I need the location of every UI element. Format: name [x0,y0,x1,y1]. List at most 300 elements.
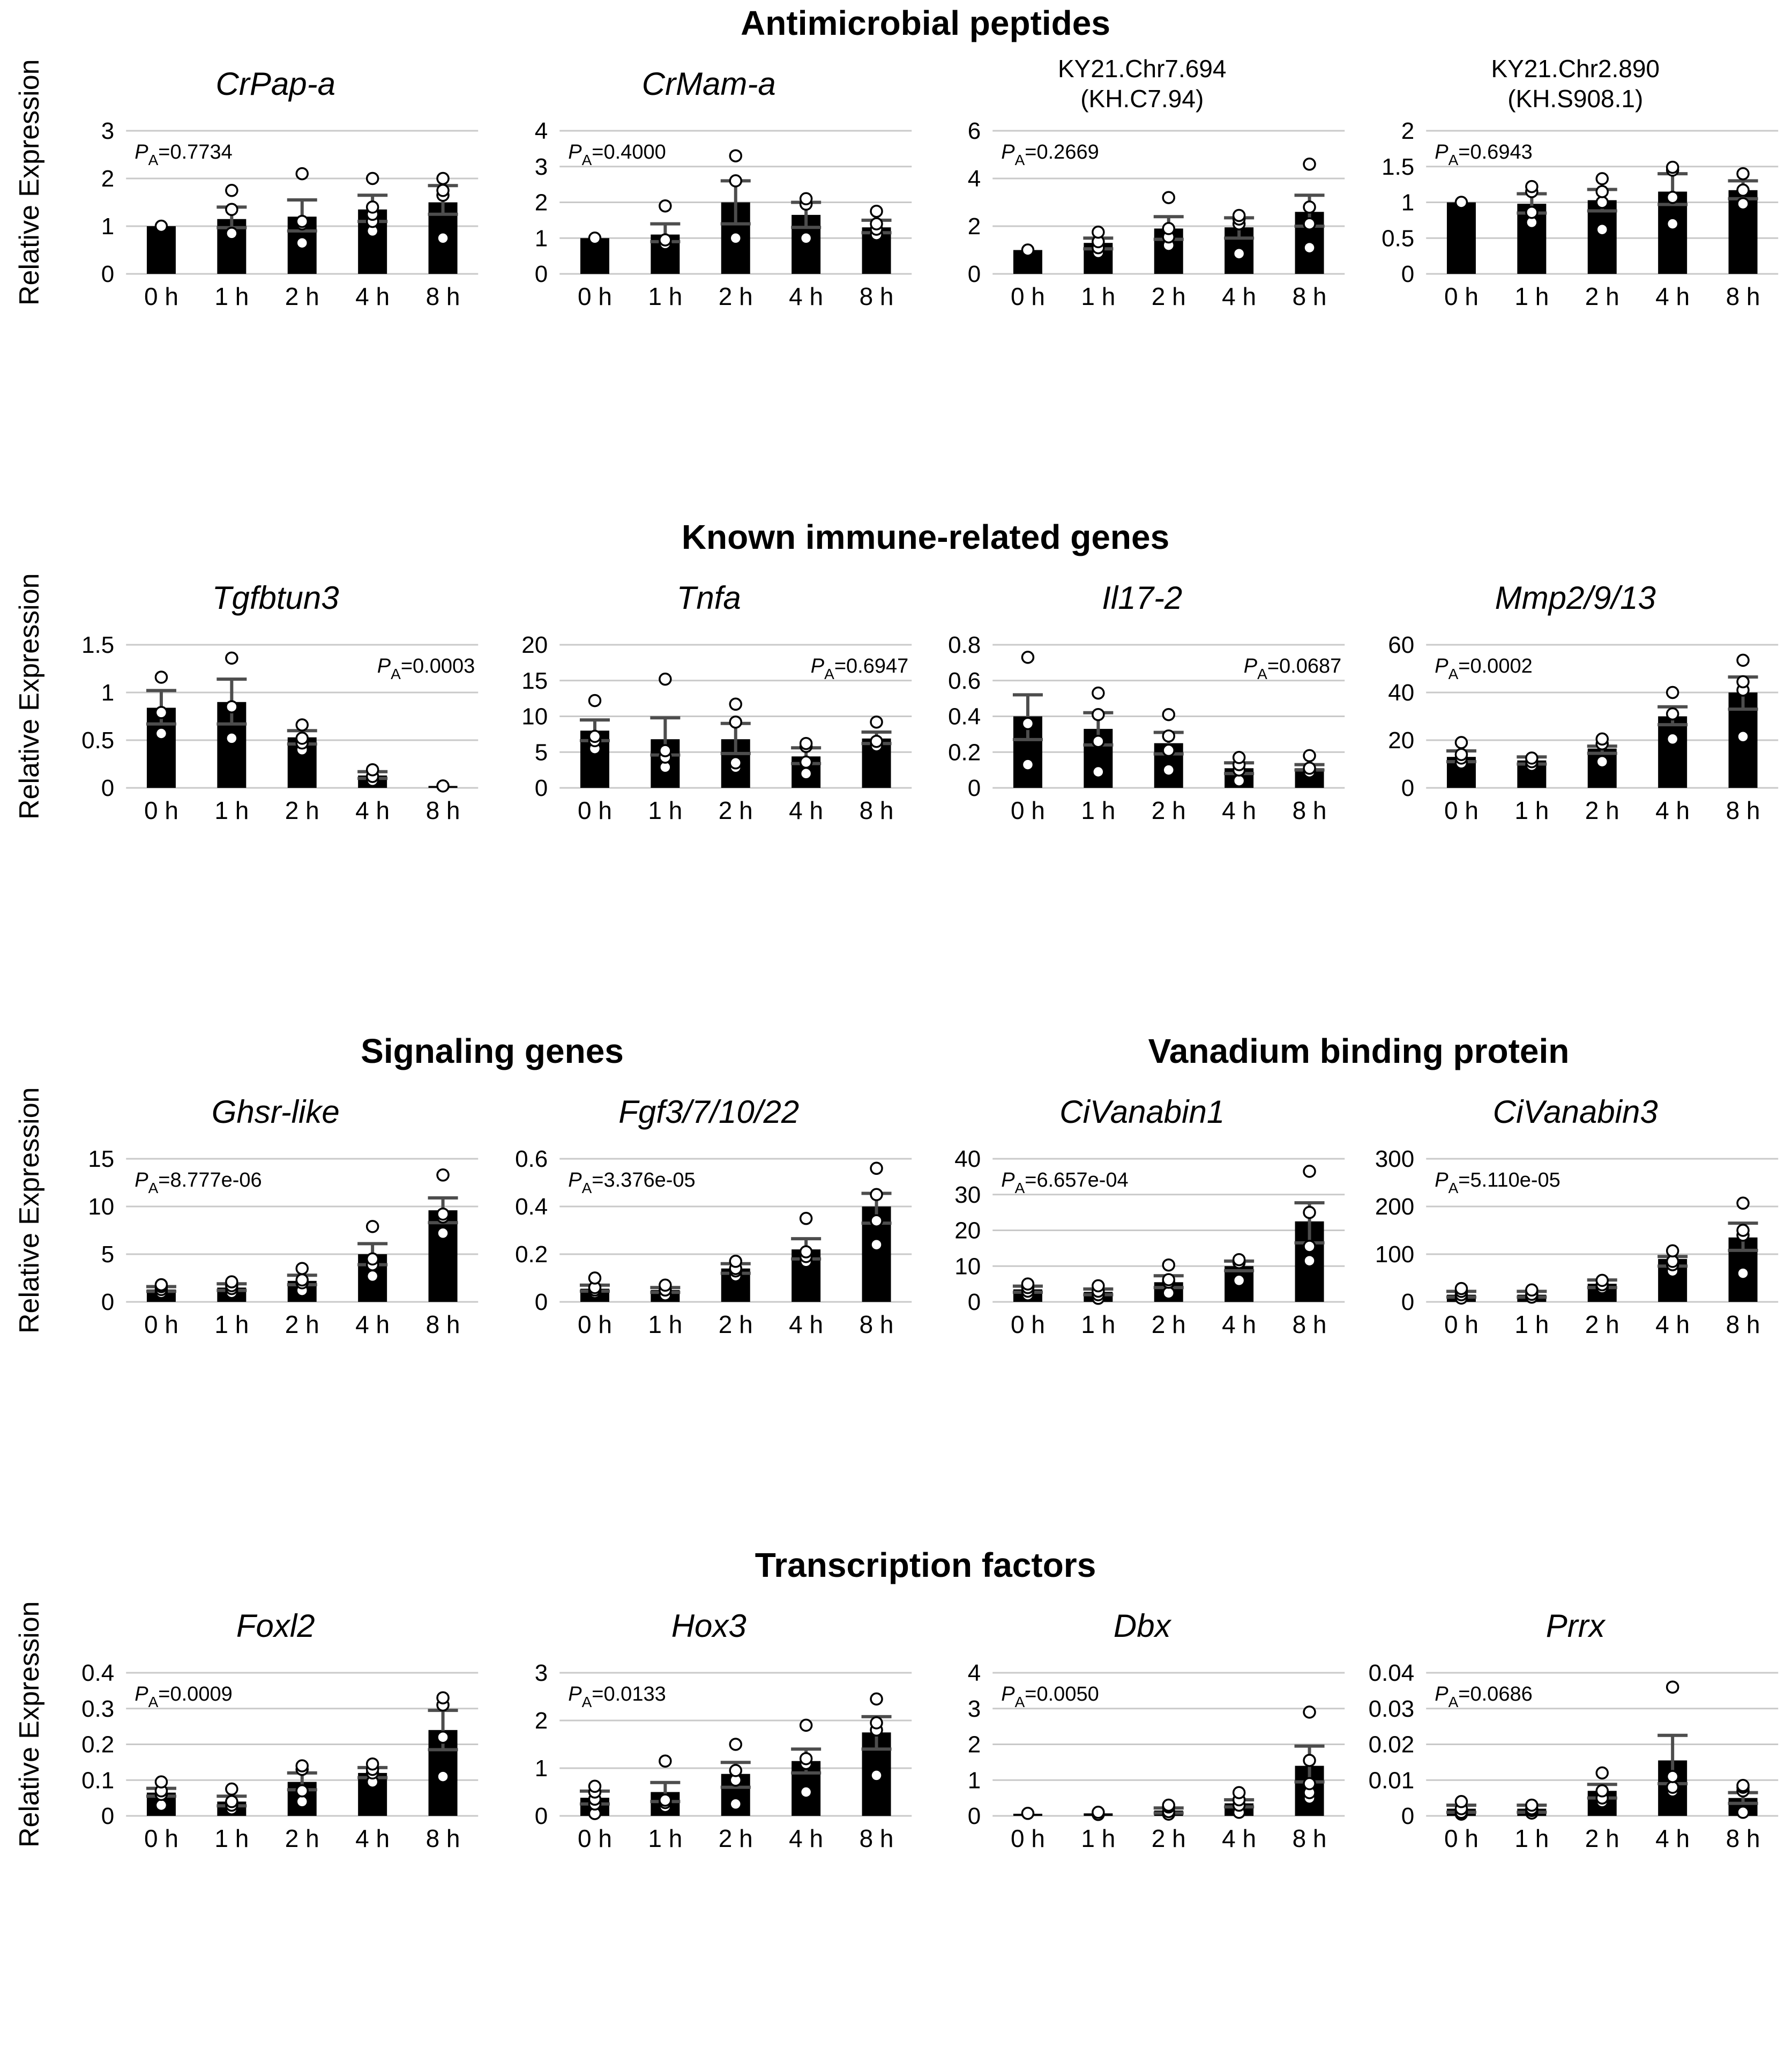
data-point [226,1783,237,1794]
y-tick-label: 0 [967,1289,981,1315]
figure-row [0,1028,1792,1542]
data-point [155,672,167,683]
data-point [437,1692,449,1703]
y-tick-label: 3 [967,1695,981,1722]
gene-name: CrMam-a [641,65,776,102]
data-point [155,221,167,232]
data-point [1455,1283,1467,1294]
y-tick-label: 2 [534,1708,548,1734]
x-tick-label: 4 h [788,282,823,310]
bar [1446,203,1475,274]
data-point [1022,652,1033,663]
chart-title [925,560,1359,635]
data-point [1304,202,1315,213]
plot-area [954,1149,1345,1338]
y-tick-label: 0.5 [1381,225,1414,252]
data-point [296,733,308,744]
chart-panel [925,46,1359,314]
data-point [1304,1207,1315,1218]
y-tick-label: 0 [1401,261,1414,287]
plot-area [88,1149,478,1338]
chart-canvas [492,1663,926,1856]
y-tick-label: 1 [534,225,548,252]
chart-canvas [925,1663,1359,1856]
chart-panel [1359,46,1792,314]
x-tick-label: 0 h [1444,796,1479,824]
y-axis-label-column [0,0,59,514]
gene-name: KY21.Chr2.890 [1491,55,1660,83]
chart-panel [59,46,492,314]
data-point [800,1213,811,1224]
x-tick-label: 1 h [647,796,682,824]
y-tick-label: 0.4 [514,1194,548,1220]
data-point [659,745,670,756]
x-tick-label: 0 h [1444,1310,1479,1338]
data-point [1304,1166,1315,1177]
data-point [1667,709,1678,720]
p-value-label: $P_A=0.0133$ [568,1683,666,1710]
x-tick-label: 1 h [1514,1824,1549,1852]
data-point [1596,224,1608,235]
x-tick-label: 2 h [718,282,753,310]
x-tick-label: 1 h [214,282,249,310]
data-point [659,1279,670,1291]
x-tick-label: 2 h [285,796,319,824]
section-title: Transcription factors [755,1546,1096,1584]
data-point [1022,718,1033,729]
y-tick-label: 1 [101,213,115,240]
plot-area [81,1663,478,1852]
x-tick-label: 2 h [1585,1824,1619,1852]
data-point [155,1279,167,1291]
x-tick-label: 4 h [1655,796,1690,824]
y-tick-label: 6 [967,121,981,144]
x-tick-label: 2 h [718,796,753,824]
data-point [871,206,882,217]
data-point [1304,1241,1315,1252]
section-title-bar [59,0,1792,46]
data-point [1163,223,1174,234]
y-tick-label: 0.03 [1368,1695,1414,1722]
y-tick-label: 0 [1401,775,1414,801]
y-axis-title: Relative Expression [14,59,45,306]
data-point [1093,766,1104,778]
x-tick-label: 4 h [788,1310,823,1338]
chart-panel [59,1588,492,1856]
data-point [437,173,449,184]
data-point [659,1755,670,1767]
y-tick-label: 10 [521,703,548,730]
plot-area [968,121,1345,310]
row-content [59,0,1792,514]
y-tick-label: 2 [101,166,115,192]
data-point [1022,759,1033,770]
data-point [226,1276,237,1287]
data-point [871,1239,882,1250]
chart-title [59,46,492,121]
x-tick-label: 4 h [355,282,390,310]
data-point [1093,1807,1104,1818]
data-point [437,185,449,196]
x-tick-label: 8 h [1292,1824,1327,1852]
chart-canvas [59,635,492,828]
data-point [1093,688,1104,699]
plot-area [101,121,478,310]
chart-title [925,1074,1359,1149]
data-point [1163,1260,1174,1271]
x-tick-label: 1 h [1081,796,1116,824]
gene-name: Il17-2 [1102,579,1183,616]
x-tick-label: 4 h [1222,1310,1257,1338]
y-tick-label: 0.3 [81,1695,115,1722]
data-point [1093,1280,1104,1292]
data-point [1455,1796,1467,1807]
x-tick-label: 4 h [355,796,390,824]
y-tick-label: 60 [1387,635,1414,658]
data-point [730,175,741,187]
x-tick-label: 8 h [1726,1310,1760,1338]
chart-title [59,1074,492,1149]
data-point [1163,192,1174,203]
data-point [1596,756,1608,768]
p-value-label: $P_A=8.777e-06$ [135,1169,262,1196]
x-tick-label: 8 h [859,1310,894,1338]
data-point [1667,192,1678,203]
y-tick-label: 30 [954,1181,981,1208]
y-tick-label: 0 [534,775,548,801]
data-point [730,1256,741,1267]
x-tick-label: 1 h [647,1310,682,1338]
data-point [589,233,600,244]
chart-title [492,46,926,121]
y-tick-label: 3 [534,1663,548,1686]
data-point [1737,654,1749,666]
x-tick-label: 8 h [859,282,894,310]
x-tick-label: 4 h [1222,1824,1257,1852]
x-tick-label: 4 h [788,1824,823,1852]
x-tick-label: 0 h [1010,1824,1045,1852]
data-point [367,1253,378,1264]
y-tick-label: 0.1 [81,1767,115,1794]
bar [147,226,176,274]
data-point [871,736,882,747]
data-point [730,717,741,728]
y-tick-label: 0.6 [948,667,981,694]
data-point [659,200,670,212]
data-point [367,764,378,776]
p-value-label: $P_A=0.4000$ [568,141,666,168]
data-point [155,1800,167,1811]
chart-title [1359,1588,1792,1663]
y-tick-label: 4 [967,166,981,192]
y-tick-label: 0 [101,261,115,287]
data-point [1455,197,1467,208]
x-tick-label: 2 h [1585,1310,1619,1338]
data-point [1234,210,1245,221]
plot-area [1375,1149,1778,1338]
data-point [730,757,741,769]
data-point [296,1796,308,1807]
data-point [1163,744,1174,756]
data-point [1234,1787,1245,1798]
data-point [800,193,811,204]
gene-name: Hox3 [671,1607,746,1644]
y-tick-label: 0.2 [81,1731,115,1758]
y-tick-label: 0.2 [514,1241,548,1268]
charts-row [59,1588,1792,1856]
chart-canvas [925,635,1359,828]
data-point [589,731,600,742]
x-tick-label: 0 h [1444,1824,1479,1852]
chart-title [59,560,492,635]
chart-title [492,560,926,635]
chart-panel [1359,1074,1792,1342]
data-point [1304,1707,1315,1718]
data-point [589,1781,600,1792]
data-point [1737,168,1749,180]
x-tick-label: 1 h [1514,796,1549,824]
data-point [296,1263,308,1274]
gene-name: CiVanabin3 [1492,1093,1658,1130]
data-point [1304,159,1315,170]
chart-panel [59,1074,492,1342]
data-point [226,185,237,196]
data-point [1526,207,1537,218]
y-tick-label: 300 [1375,1149,1414,1172]
chart-canvas [59,1149,492,1342]
figure-row [0,1542,1792,2056]
y-tick-label: 3 [534,153,548,180]
chart-panel [492,46,926,314]
data-point [871,1770,882,1781]
x-tick-label: 0 h [577,796,612,824]
data-point [226,701,237,712]
p-value-label: $P_A=0.0686$ [1434,1683,1533,1710]
data-point [1304,750,1315,761]
data-point [800,1246,811,1257]
x-tick-label: 0 h [144,796,178,824]
p-value-label: $P_A=0.7734$ [135,141,233,168]
p-value-label: $P_A=6.657e-04$ [1001,1169,1129,1196]
data-point [155,1776,167,1787]
chart-canvas [1359,1149,1792,1342]
row-content [59,514,1792,1028]
chart-canvas [925,121,1359,314]
x-tick-label: 8 h [1726,282,1760,310]
data-point [871,717,882,728]
data-point [1667,687,1678,698]
gene-name: CrPap-a [215,65,335,102]
data-point [1667,1681,1678,1693]
data-point [1234,775,1245,786]
y-tick-label: 3 [101,121,115,144]
section-title-bar [59,1542,1792,1588]
chart-canvas [1359,635,1792,828]
y-tick-label: 5 [101,1241,115,1268]
data-point [296,719,308,731]
data-point [1093,736,1104,747]
figure-row [0,514,1792,1028]
y-tick-label: 1.5 [1381,153,1414,180]
x-tick-label: 2 h [285,1824,319,1852]
x-tick-label: 1 h [214,1310,249,1338]
y-tick-label: 0.4 [948,703,981,730]
data-point [1163,1274,1174,1285]
data-point [296,1275,308,1286]
data-point [659,1794,670,1806]
y-tick-label: 0.01 [1368,1767,1414,1794]
x-tick-label: 8 h [1726,1824,1760,1852]
chart-canvas [492,121,926,314]
chart-panel [925,560,1359,828]
data-point [730,1739,741,1750]
chart-panel [492,1074,926,1342]
data-point [1526,181,1537,192]
data-point [1737,1268,1749,1279]
x-tick-label: 8 h [1292,1310,1327,1338]
chart-title [492,1074,926,1149]
data-point [1596,186,1608,197]
y-tick-label: 0.8 [948,635,981,658]
data-point [1596,1785,1608,1797]
figure-row [0,0,1792,514]
data-point [1022,1808,1033,1819]
y-tick-label: 0 [101,1803,115,1829]
x-tick-label: 8 h [1292,282,1327,310]
x-tick-label: 0 h [577,1310,612,1338]
data-point [1163,1800,1174,1811]
x-tick-label: 1 h [1514,282,1549,310]
section-title-bar [59,1028,1792,1074]
x-tick-label: 2 h [1585,282,1619,310]
data-point [1596,1767,1608,1778]
data-point [1163,731,1174,742]
data-point [437,233,449,244]
data-point [1163,764,1174,776]
x-tick-label: 8 h [425,1824,460,1852]
data-point [1304,242,1315,254]
y-tick-label: 10 [88,1194,115,1220]
data-point [730,1765,741,1776]
y-tick-label: 1.5 [81,635,115,658]
y-tick-label: 0.5 [81,727,115,754]
data-point [800,738,811,749]
gene-name: Foxl2 [236,1607,315,1644]
chart-panel [1359,1588,1792,1856]
y-tick-label: 2 [1401,121,1414,144]
data-point [730,233,741,244]
data-point [1737,1780,1749,1791]
data-point [1667,218,1678,229]
y-tick-label: 0.6 [514,1149,548,1172]
data-point [226,733,237,744]
data-point [437,1227,449,1239]
data-point [1163,709,1174,720]
data-point [800,1786,811,1798]
data-point [1304,1755,1315,1766]
y-tick-label: 15 [88,1149,115,1172]
gene-name: Dbx [1113,1607,1171,1644]
data-point [1667,1245,1678,1256]
y-tick-label: 2 [967,1731,981,1758]
y-tick-label: 15 [521,667,548,694]
data-point [367,1270,378,1282]
y-tick-label: 20 [521,635,548,658]
data-point [437,1169,449,1181]
data-point [1667,162,1678,173]
y-tick-label: 4 [534,121,548,144]
data-point [296,237,308,249]
section-title: Known immune-related genes [681,518,1170,556]
plot-area [948,635,1345,824]
data-point [1093,227,1104,238]
data-point [1455,737,1467,748]
y-axis-title: Relative Expression [14,573,45,820]
x-tick-label: 2 h [285,282,319,310]
chart-canvas [59,1663,492,1856]
plot-area [1382,121,1778,310]
data-point [226,228,237,239]
data-point [296,1760,308,1771]
data-point [1737,676,1749,688]
y-tick-label: 40 [954,1149,981,1172]
x-tick-label: 0 h [144,1824,178,1852]
data-point [1737,731,1749,742]
x-tick-label: 4 h [355,1824,390,1852]
p-value-label: $P_A=5.110e-05$ [1434,1169,1560,1196]
y-axis-title: Relative Expression [14,1087,45,1334]
x-tick-label: 2 h [1585,796,1619,824]
y-tick-label: 0 [967,1803,981,1829]
chart-canvas [492,635,926,828]
x-tick-label: 8 h [859,796,894,824]
section-title: Vanadium binding protein [1148,1032,1570,1070]
data-point [155,728,167,739]
y-axis-label-column [0,1028,59,1542]
data-point [1737,198,1749,210]
data-point [437,1732,449,1743]
data-point [226,1796,237,1807]
x-tick-label: 0 h [1010,282,1045,310]
plot-area [534,1663,911,1852]
data-point [871,1693,882,1704]
y-tick-label: 200 [1375,1194,1414,1220]
x-tick-label: 2 h [285,1310,319,1338]
section-title: Signaling genes [361,1032,624,1070]
data-point [871,218,882,229]
bar [1658,717,1687,788]
p-value-label: $P_A=3.376e-05$ [568,1169,696,1196]
data-point [1667,1782,1678,1793]
data-point [1596,1275,1608,1286]
x-tick-label: 2 h [1151,1824,1186,1852]
x-tick-label: 8 h [1292,796,1327,824]
x-tick-label: 1 h [647,282,682,310]
x-tick-label: 1 h [214,1824,249,1852]
gene-name: KY21.Chr7.694 [1057,55,1227,83]
y-tick-label: 1 [1401,189,1414,216]
plot-area [1388,635,1778,824]
y-tick-label: 4 [967,1663,981,1686]
y-tick-label: 1 [101,680,115,706]
chart-panel [492,560,926,828]
data-point [1526,1800,1537,1811]
charts-row [59,1074,1792,1342]
chart-title [59,1588,492,1663]
y-tick-label: 0 [101,1289,115,1315]
data-point [1596,197,1608,208]
data-point [1526,753,1537,764]
